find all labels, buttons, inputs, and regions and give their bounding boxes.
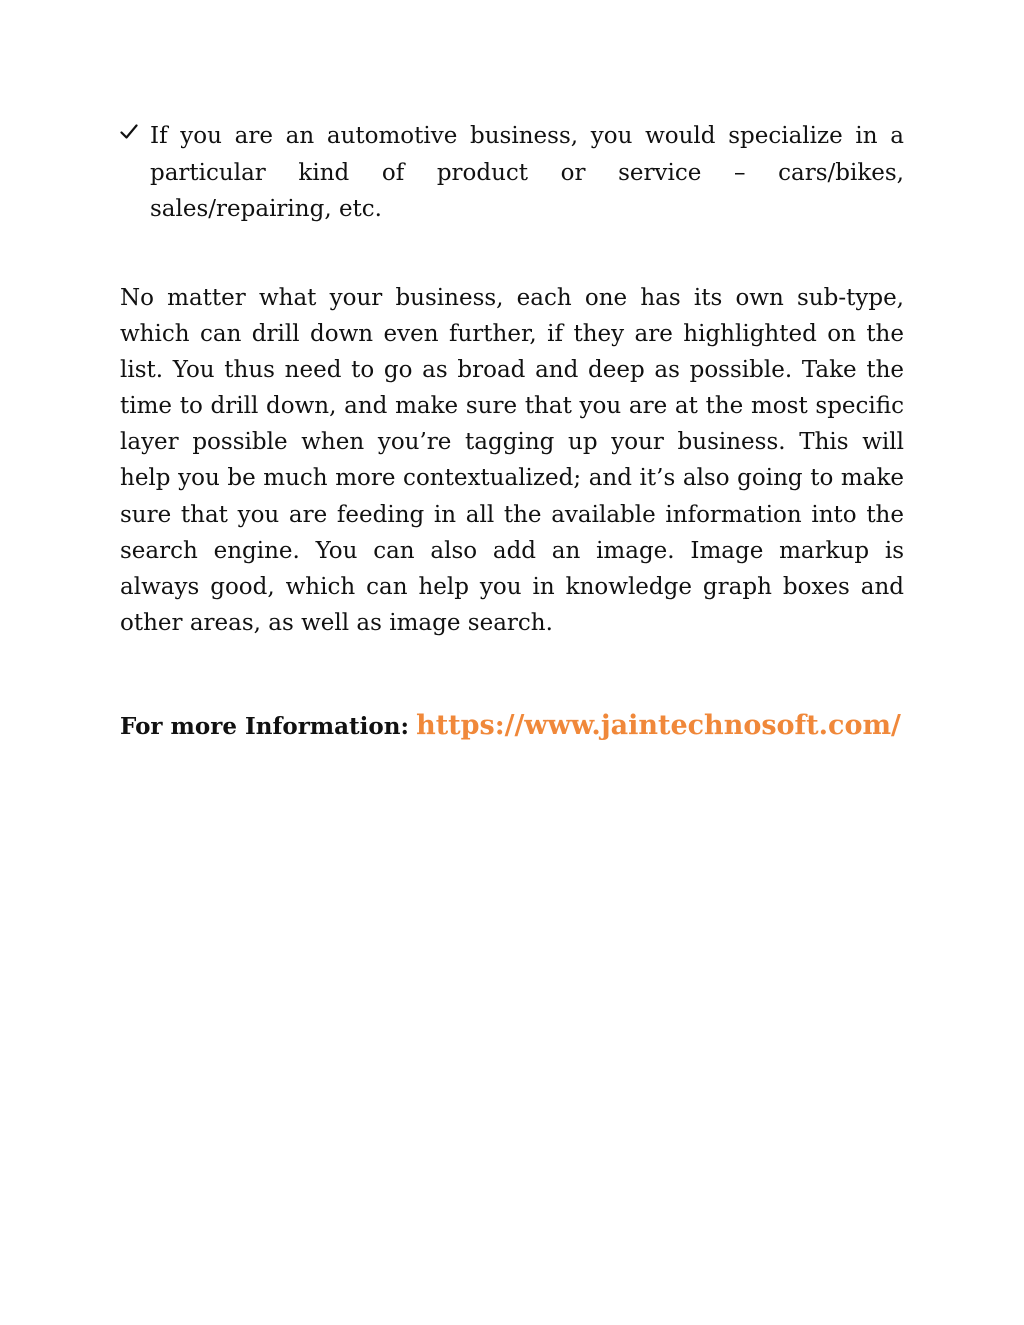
more-info-label: For more Information: [120, 713, 409, 740]
body-paragraph: No matter what your business, each one has its own sub-type, which can drill down even further, if they are highlighted on the list. You thus need to go as broad and deep as possible. Take the time to drill down, and make sure that you are at the most specific layer possible when you’re tagging up your business. This will help you be much more contextualized; and it’s also going to make sure that you are feeding in all the available information into the search engine. You can also add an image. Image markup is always good, which can help you in knowledge graph boxes and other areas, as well as image search. [120, 285, 904, 636]
bullet-text: If you are an automotive business, you would specialize in a particular kind of product or service – cars/bikes, sales/repairing, etc. [150, 123, 904, 222]
website-link[interactable]: https://www.jaintechnosoft.com/ [416, 710, 901, 741]
more-info-line [120, 710, 904, 741]
checkmark-icon [120, 118, 150, 148]
bullet-item [120, 118, 904, 228]
